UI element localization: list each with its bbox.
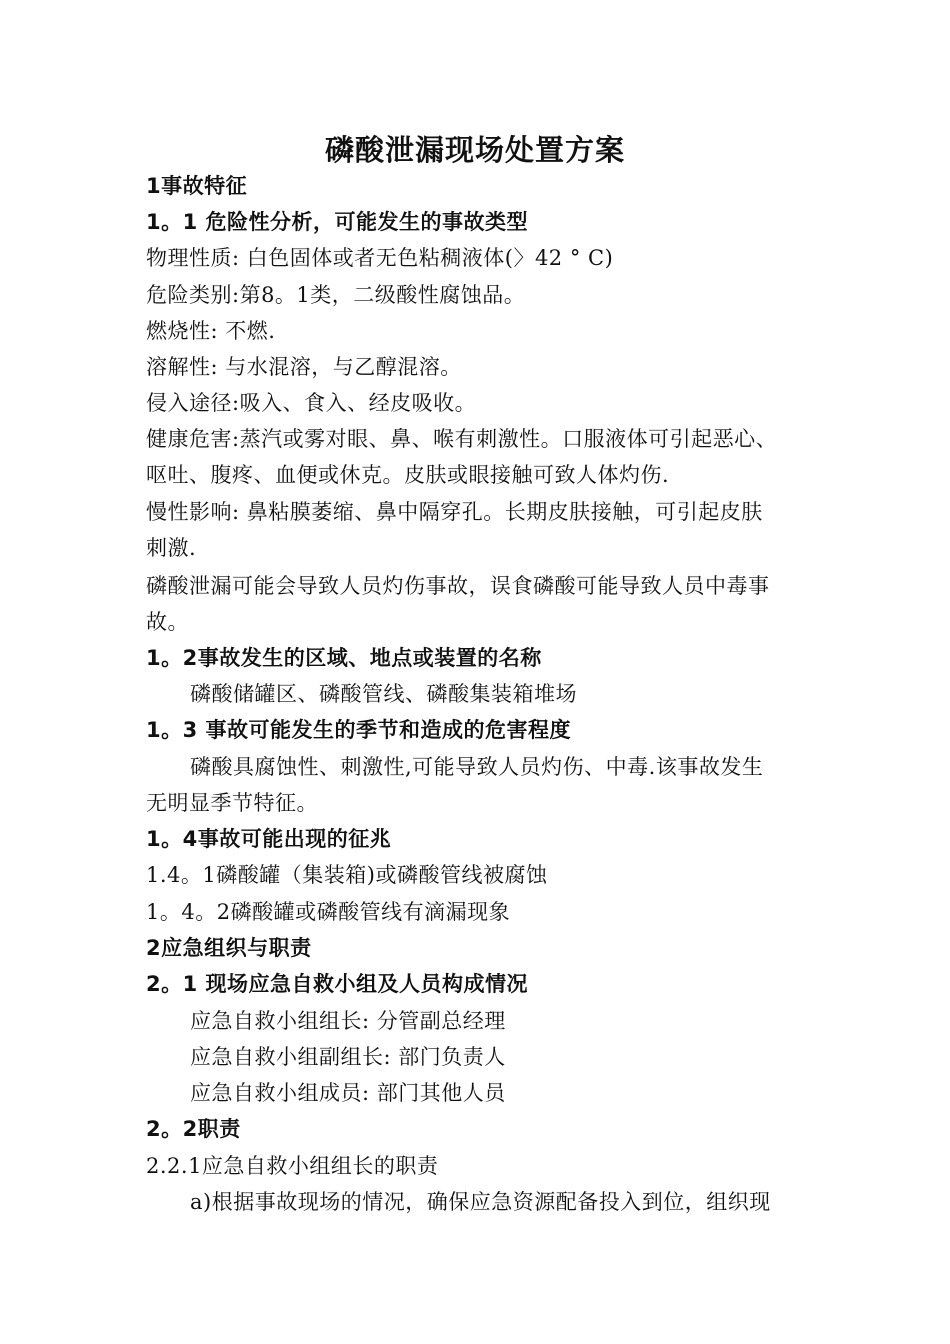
body-text: 故。 <box>146 610 189 634</box>
body-text: 溶解性: 与水混溶，与乙醇混溶。 <box>146 355 462 379</box>
body-text: 呕吐、腹疼、血便或休克。皮肤或眼接触可致人体灼伤. <box>146 463 670 487</box>
subsection-heading: 1。3 事故可能发生的季节和造成的危害程度 <box>146 718 572 742</box>
body-text: a)根据事故现场的情况，确保应急资源配备投入到位，组织现 <box>190 1190 771 1214</box>
body-text: 应急自救小组副组长: 部门负责人 <box>190 1045 506 1069</box>
body-text: 危险类别:第8。1类，二级酸性腐蚀品。 <box>146 283 526 307</box>
section-heading: 2应急组织与职责 <box>146 936 312 960</box>
body-text: 慢性影响: 鼻粘膜萎缩、鼻中隔穿孔。长期皮肤接触，可引起皮肤 <box>146 500 763 524</box>
document-title: 磷酸泄漏现场处置方案 <box>324 133 625 167</box>
body-text: 侵入途径:吸入、食入、经皮吸收。 <box>146 391 477 415</box>
body-text: 应急自救小组组长: 分管副总经理 <box>190 1009 506 1033</box>
body-text: 刺激. <box>146 536 197 560</box>
body-text: 健康危害:蒸汽或雾对眼、鼻、喉有刺激性。口服液体可引起恶心、 <box>146 427 778 451</box>
subsection-heading: 2。1 现场应急自救小组及人员构成情况 <box>146 972 529 996</box>
body-text: 无明显季节特征。 <box>146 791 318 815</box>
body-text: 应急自救小组成员: 部门其他人员 <box>190 1081 506 1105</box>
subsection-heading: 1。4事故可能出现的征兆 <box>146 827 392 851</box>
body-text: 物理性质: 白色固体或者无色粘稠液体(〉42 ° C) <box>146 246 614 270</box>
subsection-heading: 2。2职责 <box>146 1117 241 1141</box>
body-text: 1。4。2磷酸罐或磷酸管线有滴漏现象 <box>146 900 511 924</box>
body-text: 2.2.1应急自救小组组长的职责 <box>146 1154 439 1178</box>
subsection-heading: 1。2事故发生的区域、地点或装置的名称 <box>146 646 542 670</box>
section-heading: 1事故特征 <box>146 174 248 198</box>
body-text: 磷酸泄漏可能会导致人员灼伤事故，误食磷酸可能导致人员中毒事 <box>146 574 770 598</box>
subsection-heading: 1。1 危险性分析，可能发生的事故类型 <box>146 210 529 234</box>
body-text: 燃烧性: 不燃. <box>146 319 276 343</box>
body-text: 1.4。1磷酸罐（集装箱)或磷酸管线被腐蚀 <box>146 863 548 887</box>
body-text: 磷酸储罐区、磷酸管线、磷酸集装箱堆场 <box>190 682 577 706</box>
body-text: 磷酸具腐蚀性、刺激性,可能导致人员灼伤、中毒.该事故发生 <box>190 755 764 779</box>
